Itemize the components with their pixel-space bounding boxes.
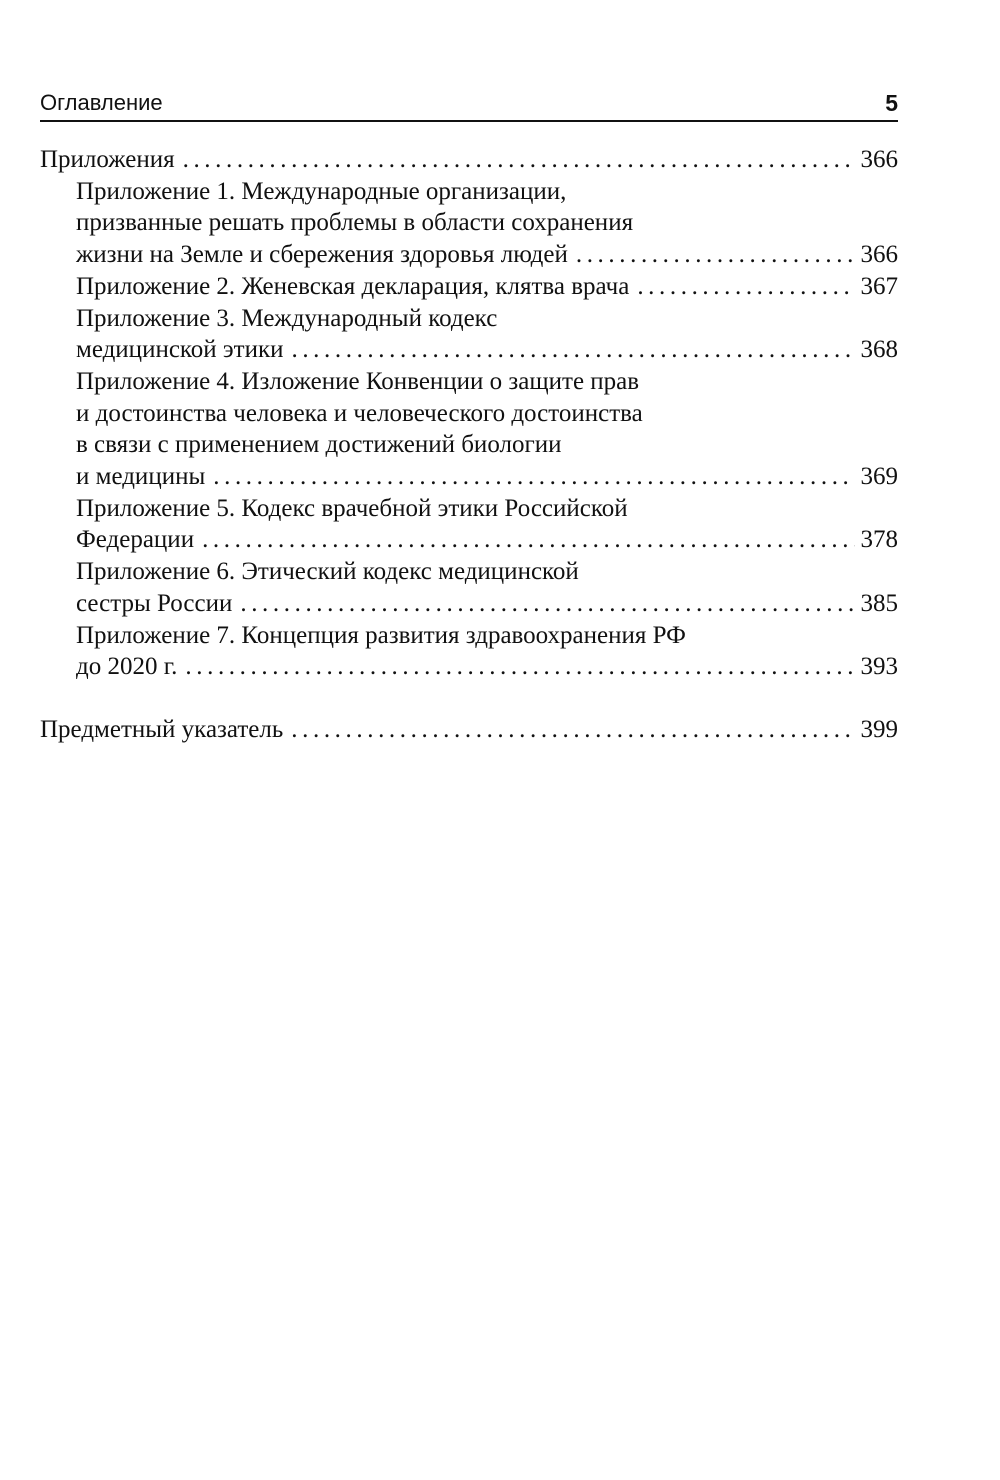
- toc-entry-line: в связи с применением достижений биологии: [76, 431, 562, 459]
- table-of-contents: [40, 144, 898, 746]
- toc-entry-line: призванные решать проблемы в области сохранения: [76, 209, 634, 237]
- toc-entry-title: медицинской этики: [76, 336, 284, 364]
- toc-page-number: 399: [860, 715, 898, 743]
- toc-entry-line: Приложение 3. Международный кодекс: [76, 304, 498, 332]
- toc-entry-last-line: [76, 461, 898, 493]
- toc-entry-last-line: [40, 144, 898, 176]
- toc-entry-last-line: [76, 239, 898, 271]
- dot-leader: [637, 271, 854, 303]
- header-page-number: 5: [885, 90, 898, 116]
- toc-entry-last-line: [76, 524, 898, 556]
- dot-leader: [291, 334, 854, 366]
- toc-entry[interactable]: [40, 493, 898, 556]
- dot-leader: [183, 144, 855, 176]
- toc-page-number: 393: [860, 653, 898, 681]
- toc-entry[interactable]: [40, 303, 898, 366]
- toc-entry-line: Приложение 4. Изложение Конвенции о защите прав: [76, 367, 640, 395]
- dot-leader: [213, 461, 854, 493]
- toc-entry-last-line: [76, 334, 898, 366]
- toc-entry-last-line: [76, 651, 898, 683]
- dot-leader: [576, 239, 855, 271]
- toc-entry[interactable]: [40, 620, 898, 683]
- toc-entry-line: Приложение 7. Концепция развития здравоохранения РФ: [76, 621, 686, 649]
- toc-entry-last-line: [40, 714, 898, 746]
- dot-leader: [240, 588, 854, 620]
- dot-leader: [185, 651, 854, 683]
- toc-entry-line: Приложение 6. Этический кодекс медицинской: [76, 558, 579, 586]
- toc-entry-line: и достоинства человека и человеческого достоинства: [76, 399, 643, 427]
- document-page: [40, 88, 898, 746]
- toc-entry-title: Приложения: [40, 146, 175, 173]
- toc-page-number: 367: [860, 272, 898, 300]
- toc-entry[interactable]: [40, 176, 898, 271]
- dot-leader: [202, 524, 854, 556]
- toc-entry-title: и медицины: [76, 463, 206, 491]
- toc-entry[interactable]: [40, 714, 898, 746]
- toc-page-number: 366: [860, 241, 898, 269]
- toc-page-number: 385: [860, 589, 898, 617]
- toc-entry-line: Приложение 5. Кодекс врачебной этики Российской: [76, 494, 628, 522]
- toc-entry-title: Предметный указатель: [40, 715, 284, 743]
- running-header: [40, 88, 898, 122]
- toc-entry-title: до 2020 г.: [76, 653, 178, 681]
- toc-page-number: 366: [860, 146, 898, 173]
- toc-page-number: 369: [860, 463, 898, 491]
- toc-entry-last-line: [76, 588, 898, 620]
- toc-entry[interactable]: [40, 366, 898, 493]
- toc-entry-title: Федерации: [76, 526, 195, 554]
- dot-leader: [291, 714, 854, 746]
- toc-entry[interactable]: [40, 556, 898, 619]
- toc-page-number: 378: [860, 526, 898, 554]
- toc-entry-line: Приложение 1. Международные организации,: [76, 177, 567, 205]
- toc-entry-title: Приложение 2. Женевская декларация, клятва врача: [76, 272, 630, 300]
- toc-entry-last-line: [76, 271, 898, 303]
- toc-page-number: 368: [860, 336, 898, 364]
- header-title: Оглавление: [40, 90, 163, 115]
- toc-entry-title: сестры России: [76, 589, 233, 617]
- toc-entry[interactable]: [40, 271, 898, 303]
- toc-entry[interactable]: [40, 144, 898, 176]
- toc-entry-title: жизни на Земле и сбережения здоровья людей: [76, 241, 568, 269]
